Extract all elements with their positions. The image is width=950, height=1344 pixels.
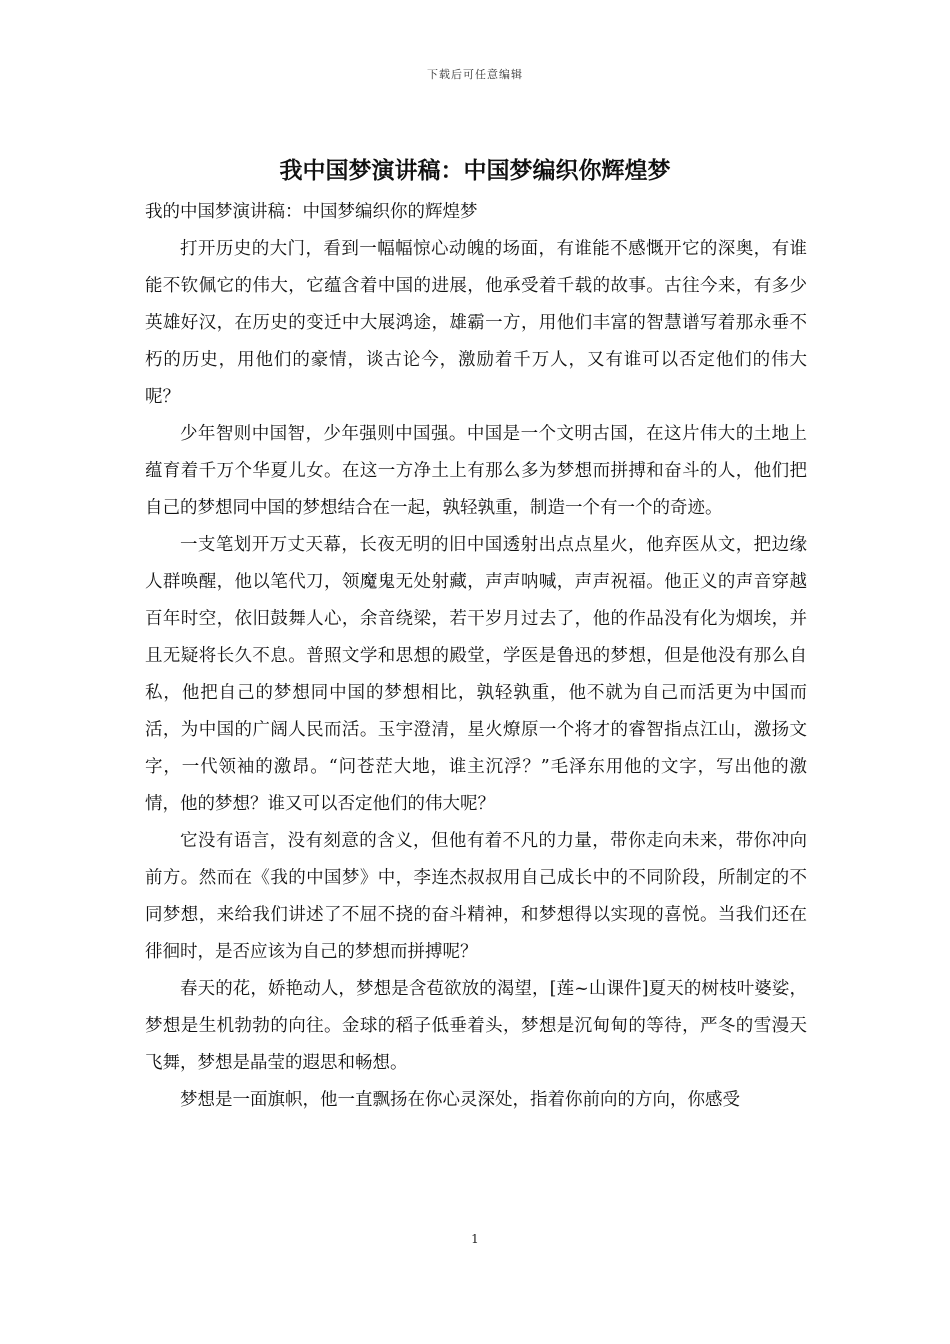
subtitle-line: 我的中国梦演讲稿：中国梦编织你的辉煌梦 xyxy=(145,202,478,222)
paragraph-3: 一支笔划开万丈天幕，长夜无明的旧中国透射出点点星火，他弃医从文，把边缘人群唤醒，他以笔代刀，领魔鬼无处射藏，声声呐喊，声声祝福。他正义的声音穿越百年时空，依旧鼓舞人心，余音绕梁，若干岁月过去了，他的作品没有化为烟埃，并且无疑将长久不息。普照文学和思想的殿堂，学医是鲁迅的梦想，但是他没有那么自私，他把自己的梦想同中国的梦想相比，孰轻孰重，他不就为自己而活更为中国而活，为中国的广阔人民而活。玉宇澄清，星火燎原一个将才的睿智指点江山，激扬文字，一代领袖的激昂。“问苍茫大地，谁主沉浮？”毛泽东用他的文字，写出他的激情，他的梦想？谁又可以否定他们的伟大呢？ xyxy=(145,535,807,814)
paragraph-4: 它没有语言，没有刻意的含义，但他有着不凡的力量，带你走向未来，带你冲向前方。然而在《我的中国梦》中，李连杰叔叔用自己成长中的不同阶段，所制定的不同梦想，来给我们讲述了不屈不挠的奋斗精神，和梦想得以实现的喜悦。当我们还在徘徊时，是否应该为自己的梦想而拼搏呢？ xyxy=(145,831,807,962)
page-number: 1 xyxy=(471,1232,479,1246)
paragraph-1: 打开历史的大门，看到一幅幅惊心动魄的场面，有谁能不感慨开它的深奥，有谁能不钦佩它的伟大，它蕴含着中国的进展，他承受着千载的故事。古往今来，有多少英雄好汉，在历史的变迁中大展鸿途，雄霸一方，用他们丰富的智慧谱写着那永垂不朽的历史，用他们的豪情，谈古论今，激励着千万人，又有谁可以否定他们的伟大呢？ xyxy=(145,239,807,407)
document-body xyxy=(145,194,807,1119)
paragraph-6: 梦想是一面旗帜，他一直飘扬在你心灵深处，指着你前向的方向，你感受 xyxy=(180,1090,740,1110)
paragraph-2: 少年智则中国智，少年强则中国强。中国是一个文明古国，在这片伟大的土地上蕴育着千万个华夏儿女。在这一方净土上有那么多为梦想而拼搏和奋斗的人，他们把自己的梦想同中国的梦想结合在一起，孰轻孰重，制造一个有一个的奇迹。 xyxy=(145,424,807,518)
document-title: 我中国梦演讲稿：中国梦编织你辉煌梦 xyxy=(279,157,671,184)
paragraph-5: 春天的花，娇艳动人，梦想是含苞欲放的渴望，[莲~山课件]夏天的树枝叶婆娑，梦想是生机勃勃的向往。金球的稻子低垂着头，梦想是沉甸甸的等待，严冬的雪漫天飞舞，梦想是晶莹的遐思和畅想。 xyxy=(145,979,807,1073)
header-note: 下载后可任意编辑 xyxy=(427,68,523,81)
